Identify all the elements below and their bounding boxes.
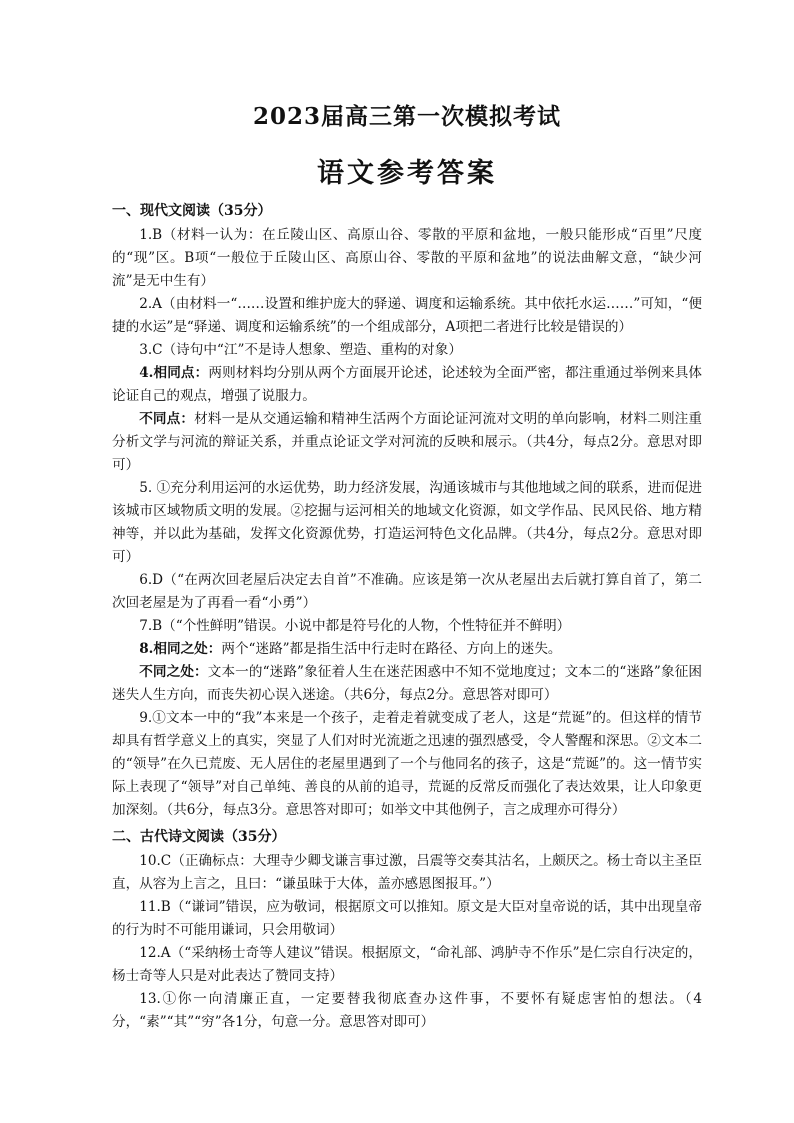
answer-item: 4.相同点：两则材料均分别从两个方面展开论述，论述较为全面严密，都注重通过举例来具体论证自己的观点，增强了说服力。: [112, 365, 702, 404]
answer-item: 8.相同之处：两个“迷路”都是指生活中行走时在路径、方向上的迷失。: [139, 641, 562, 657]
answer-item: 11.B（“谦词”错误，应为敬词，根据原文可以推知。原文是大臣对皇帝说的话，其中出现皇帝的行为时不可能用谦词，只会用敬词）: [112, 899, 702, 938]
section-modern-reading: [112, 200, 702, 822]
section-heading: 二、古代诗文阅读（35分）: [112, 829, 286, 845]
answer-item: 7.B（“个性鲜明”错误。小说中都是符号化的人物，个性特征并不鲜明）: [139, 618, 571, 634]
exam-title: 2023届高三第一次模拟考试: [252, 103, 561, 130]
answer-item: 12.A（“采纳杨士奇等人建议”错误。根据原文，“命礼部、鸿胪寺不作乐”是仁宗自行决定的，杨士奇等人只是对此表达了赞同支持）: [112, 945, 702, 984]
answer-item: 3.C（诗句中“江”不是诗人想象、塑造、重构的对象）: [139, 342, 462, 358]
answer-item: 9.①文本一中的“我”本来是一个孩子，走着走着就变成了老人，这是“荒诞”的。但这样的情节却具有哲学意义上的真实，突显了人们对时光流逝之迅速的强烈感受，令人警醒和深思。②文本二的“领导”在久已荒废、无人居住的老屋里遇到了一个与他同名的孩子，这是“荒诞”的。这一情节实际上表现了“领导”对自己单纯、善良的从前的追寻，荒诞的反常反而强化了表达效果，让人印象更加深刻。（共6分，每点3分。意思答对即可；如举文中其他例子，言之成理亦可得分）: [112, 710, 702, 818]
answer-label: 不同之处：: [139, 664, 208, 680]
answer-label: 8.相同之处：: [139, 641, 222, 657]
section-heading: 一、现代文阅读（35分）: [112, 203, 272, 219]
answer-item: 1.B（材料一认为：在丘陵山区、高原山谷、零散的平原和盆地，一般只能形成“百里”尺度的“现”区。B项“一般位于丘陵山区、高原山谷、零散的平原和盆地”的说法曲解文意，“缺少河流”是无中生有）: [112, 227, 702, 289]
answer-label: 4.相同点：: [139, 365, 209, 381]
document-subtitle: 语文参考答案: [317, 158, 497, 189]
answer-item: 不同点：材料一是从交通运输和精神生活两个方面论证河流对文明的单向影响，材料二则注重分析文学与河流的辩证关系，并重点论证文学对河流的反映和展示。（共4分，每点2分。意思对即可）: [112, 411, 702, 473]
answer-item: 13.①你一向清廉正直，一定要替我彻底查办这件事，不要怀有疑虑害怕的想法。（4分，“素”“其”“穷”各1分，句意一分。意思答对即可）: [112, 991, 702, 1030]
section-classical-reading: [112, 826, 702, 1034]
answer-item: 10.C（正确标点：大理寺少卿戈谦言事过激，吕震等交奏其沽名，上颇厌之。杨士奇以主圣臣直，从容为上言之，且曰：“谦虽昧于大体，盖亦感恩图报耳。”）: [112, 853, 702, 892]
answer-item: 不同之处：文本一的“迷路”象征着人生在迷茫困惑中不知不觉地度过；文本二的“迷路”象征困迷失人生方向，而丧失初心误入迷途。（共6分，每点2分。意思答对即可）: [112, 664, 702, 703]
answer-item: 6.D（“在两次回老屋后决定去自首”不准确。应该是第一次从老屋出去后就打算自首了，第二次回老屋是为了再看一看“小勇”）: [112, 572, 702, 611]
answer-label: 不同点：: [139, 411, 195, 427]
answer-item: 5. ①充分利用运河的水运优势，助力经济发展，沟通该城市与其他地域之间的联系，进而促进该城市区域物质文明的发展。②挖掘与运河相关的地域文化资源，如文学作品、民风民俗、地方精神等，并以此为基础，发挥文化资源优势，打造运河特色文化品牌。（共4分，每点2分。意思对即可）: [112, 480, 702, 565]
answer-item: 2.A（由材料一“……设置和维护庞大的驿递、调度和运输系统。其中依托水运……”可知，“便捷的水运”是“驿递、调度和运输系统”的一个组成部分，A项把二者进行比较是错误的）: [112, 296, 702, 335]
